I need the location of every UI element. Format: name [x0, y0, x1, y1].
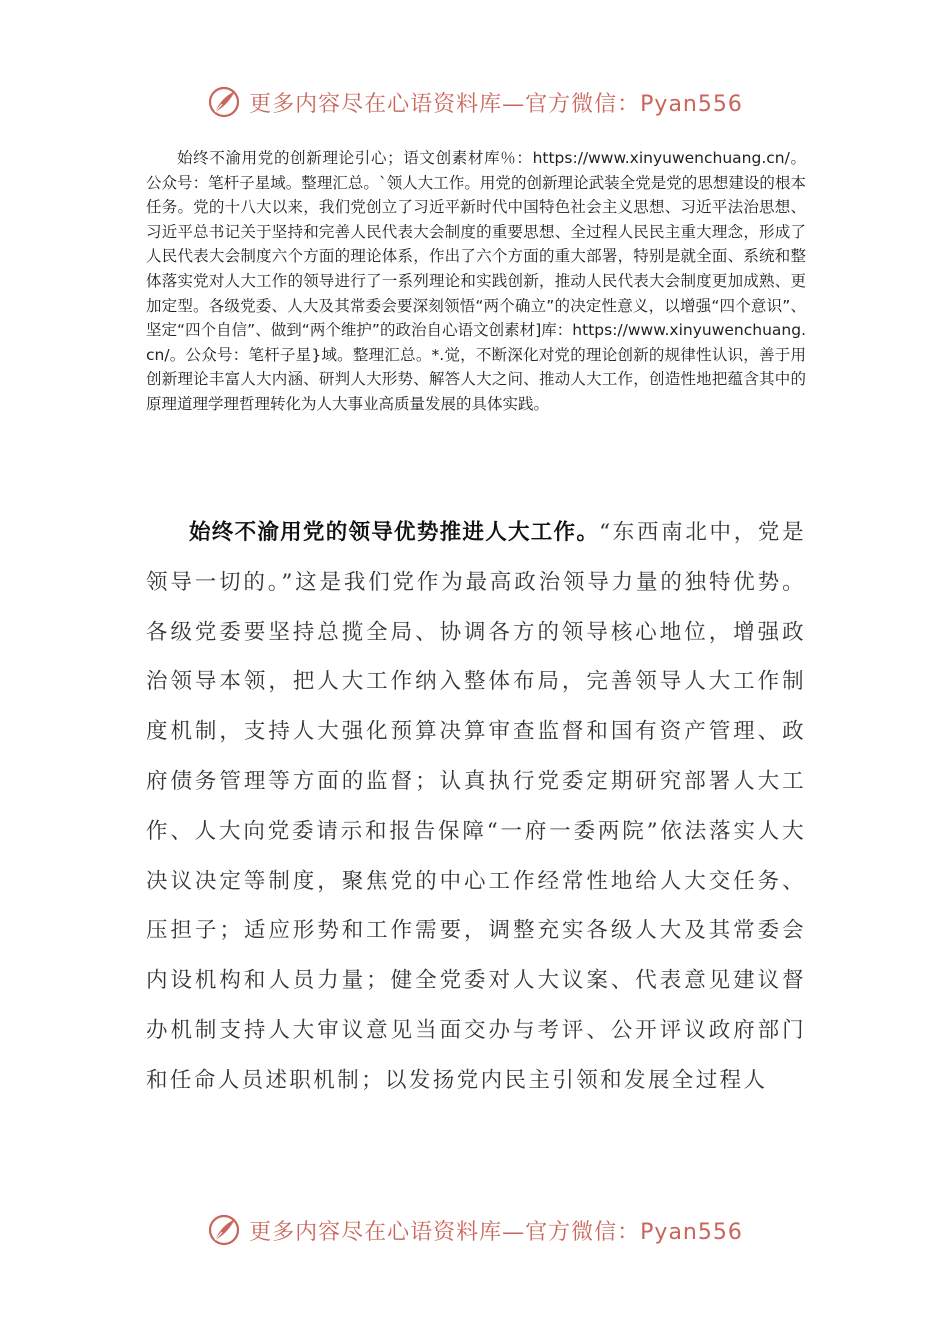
- header-banner: [0, 80, 950, 124]
- quill-pen-logo-icon: [207, 1213, 241, 1247]
- quill-pen-logo-icon: [207, 85, 241, 119]
- footer-banner: [0, 1208, 950, 1252]
- paragraph-2-lead-heading: 始终不渝用党的领导优势推进人大工作。: [189, 520, 600, 545]
- body-paragraph-1: 始终不渝用党的创新理论引心；语文创素材库％：https://www.xinyuwenchuang.cn/。公众号：笔杆子星域。整理汇总。`领人大工作。用党的创新理论武装全党是党的思想建设的根本任务。党的十八大以来，我们党创立了习近平新时代中国特色社会主义思想、习近平法治思想、习近平总书记关于坚持和完善人民代表大会制度的重要思想、全过程人民民主重大理念，形成了人民代表大会制度六个方面的理论体系，作出了六个方面的重大部署，特别是就全面、系统和整体落实党对人大工作的领导进行了一系列理论和实践创新，推动人民代表大会制度更加成熟、更加定型。各级党委、人大及其常委会要深刻领悟“两个确立”的决定性意义，以增强“四个意识”、坚定“四个自信”、做到“两个维护”的政治自心语文创素材]库：https://www.xinyuwenchuang.cn/。公众号：笔杆子星}域。整理汇总。*.觉，不断深化对党的理论创新的规律性认识，善于用创新理论丰富人大内涵、研判人大形势、解答人大之问、推动人大工作，创造性地把蕴含其中的原理道理学理哲理转化为人大事业高质量发展的具体实践。: [146, 149, 806, 413]
- banner-slogan: 更多内容尽在心语资料库—官方微信：: [249, 91, 641, 117]
- paragraph-2-text: “东西南北中，党是领导一切的。”这是我们党作为最高政治领导力量的独特优势。各级党委要坚持总揽全局、协调各方的领导核心地位，增强政治领导本领，把人大工作纳入整体布局，完善领导人大工作制度机制，支持人大强化预算决算审查监督和国有资产管理、政府债务管理等方面的监督；认真执行党委定期研究部署人大工作、人大向党委请示和报告保障“一府一委两院”依法落实人大决议决定等制度，聚焦党的中心工作经常性地给人大交任务、压担子；适应形势和工作需要，调整充实各级人大及其常委会内设机构和人员力量；健全党委对人大议案、代表意见建议督办机制支持人大审议意见当面交办与考评、公开评议政府部门和任命人员述职机制；以发扬党内民主引领和发展全过程人: [146, 520, 806, 1093]
- banner-text: [249, 1215, 743, 1246]
- banner-text: [249, 87, 743, 118]
- banner-wechat-id: Pyan556: [640, 1219, 743, 1245]
- banner-slogan: 更多内容尽在心语资料库—官方微信：: [249, 1219, 641, 1245]
- body-paragraph-2: [146, 508, 806, 1106]
- banner-wechat-id: Pyan556: [640, 91, 743, 117]
